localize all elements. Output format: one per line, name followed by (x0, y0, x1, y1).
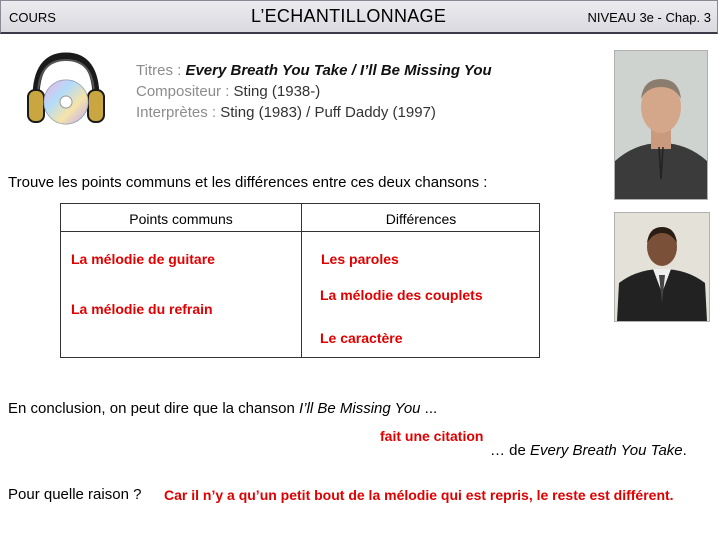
compositeur-label: Compositeur : (136, 83, 230, 100)
meta-titres (136, 60, 492, 81)
conclusion-answer: fait une citation (380, 428, 484, 444)
header-bar (0, 0, 718, 34)
titres-label: Titres : (136, 62, 182, 79)
commun-item: La mélodie de guitare (71, 251, 215, 267)
header-cours: COURS (9, 10, 56, 25)
conclusion-prefix: En conclusion, on peut dire que la chanson (8, 400, 300, 417)
meta-interpretes (136, 102, 492, 123)
table-header-divider (61, 231, 539, 232)
puff-daddy-photo (614, 212, 710, 322)
conclusion-suffix: ... (420, 400, 438, 417)
question-label: Pour quelle raison ? (8, 486, 142, 503)
question-answer: Car il n’y a qu’un petit bout de la mélodie qui est repris, le reste est différent. (164, 487, 674, 503)
compositeur-value: Sting (1938-) (233, 83, 321, 100)
conclusion-song: I’ll Be Missing You (299, 400, 421, 417)
end-prefix: … de (490, 442, 531, 459)
sting-photo (614, 50, 708, 200)
instruction-text: Trouve les points communs et les différences entre ces deux chansons : (8, 174, 488, 191)
page-title: L’ECHANTILLONNAGE (251, 6, 447, 26)
headphones-cd-icon (24, 48, 108, 132)
meta-compositeur (136, 81, 492, 102)
end-suffix: . (682, 442, 687, 459)
difference-item: Les paroles (321, 251, 399, 267)
header-differences: Différences (385, 211, 457, 227)
difference-item: Le caractère (320, 330, 403, 346)
conclusion-line (8, 400, 437, 417)
interpretes-value: Sting (1983) / Puff Daddy (1997) (220, 104, 436, 121)
commun-item: La mélodie du refrain (71, 301, 213, 317)
header-level: NIVEAU 3e - Chap. 3 (587, 10, 711, 25)
conclusion-end (490, 442, 687, 459)
difference-item: La mélodie des couplets (320, 287, 483, 303)
titres-value: Every Breath You Take / I’ll Be Missing You (185, 62, 492, 79)
comparison-table (60, 203, 540, 358)
song-meta (136, 60, 492, 123)
header-points-communs: Points communs (129, 211, 233, 227)
end-song: Every Breath You Take (530, 442, 683, 459)
interpretes-label: Interprètes : (136, 104, 217, 121)
